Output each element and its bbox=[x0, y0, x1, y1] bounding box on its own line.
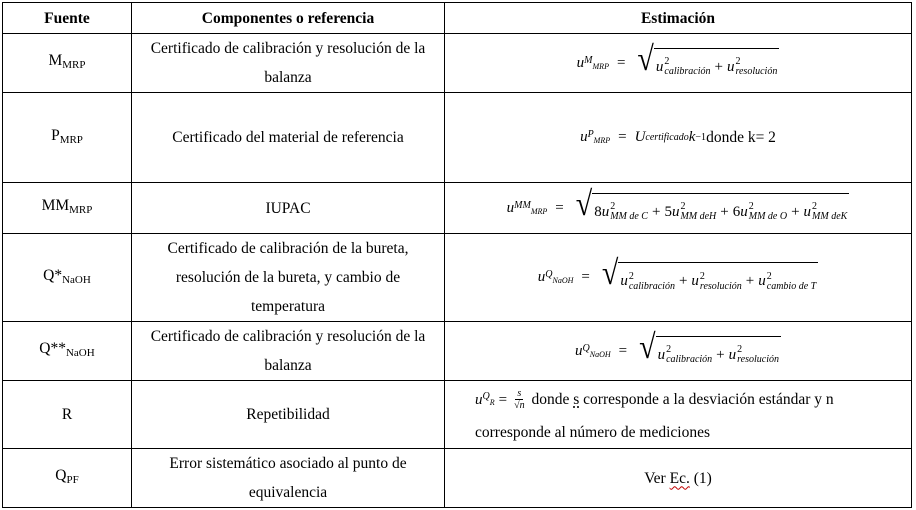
formula: u $MM_{MRP}$ = √ 8 u 2 MM de C + 5 u 2 MM deH + 6 u 2 MM de O + u 2 MM deK bbox=[507, 190, 850, 227]
table-row bbox=[3, 381, 912, 449]
table-row bbox=[3, 234, 912, 322]
header-componentes: Componentes o referencia bbox=[132, 3, 445, 34]
formula: u $Q_{NaOH}$ = √ u 2 calibración + u 2 resolución + u 2 cambio de T bbox=[538, 259, 818, 296]
componentes-cell: Certificado de calibración de la bureta, resolución de la bureta, y cambio de temperatura bbox=[132, 234, 445, 322]
table-row bbox=[3, 34, 912, 93]
table-row bbox=[3, 322, 912, 381]
fraction: $\frac{s}{√n}$ bbox=[514, 388, 525, 411]
table-header-row bbox=[3, 3, 912, 34]
formula: u $M_{MRP}$ = √ u 2 calibración + u 2 resolución bbox=[577, 45, 780, 82]
formula: u $Q_{NaOH}$ = √ u 2 calibración + u 2 resolución bbox=[575, 333, 781, 370]
formula: u $Q_R$ = $\frac{s}{√n}$ bbox=[475, 388, 525, 411]
table-row bbox=[3, 449, 912, 508]
fuente-cell: QPF bbox=[3, 449, 132, 508]
componentes-cell: IUPAC bbox=[132, 183, 445, 234]
header-estimacion: Estimación bbox=[445, 3, 912, 34]
fuente-cell: Q**NaOH bbox=[3, 322, 132, 381]
componentes-cell: Error sistemático asociado al punto de equivalencia bbox=[132, 449, 445, 508]
componentes-cell: Repetibilidad bbox=[132, 381, 445, 449]
estimacion-cell bbox=[445, 322, 912, 381]
fuente-cell: MMMRP bbox=[3, 183, 132, 234]
sqrt: √ u 2 calibración + u 2 resolución + u 2 cambio de T bbox=[602, 259, 818, 296]
componentes-cell: Certificado de calibración y resolución de la balanza bbox=[132, 34, 445, 93]
fuente-cell: R bbox=[3, 381, 132, 449]
fuente-cell: Q*NaOH bbox=[3, 234, 132, 322]
formula: u $P_{MRP}$ = U certificado k −1 donde k= 2 bbox=[580, 129, 776, 146]
estimacion-cell: u $Q_R$ = $\frac{s}{√n}$ donde s corresponde a la desviación estándar y n corresponde al número de mediciones bbox=[445, 381, 912, 449]
estimacion-cell bbox=[445, 234, 912, 322]
sqrt: √ u 2 calibración + u 2 resolución bbox=[639, 333, 781, 370]
estimacion-cell bbox=[445, 93, 912, 183]
componentes-cell: Certificado de calibración y resolución de la balanza bbox=[132, 322, 445, 381]
uncertainty-sources-table bbox=[2, 2, 912, 508]
estimacion-cell bbox=[445, 183, 912, 234]
fuente-cell: $M_{MRP}$ bbox=[3, 34, 132, 93]
equation-reference[interactable]: Ec. bbox=[669, 469, 690, 487]
sqrt: √ u 2 calibración + u 2 resolución bbox=[637, 45, 779, 82]
estimacion-cell: Ver Ec. (1) bbox=[445, 449, 912, 508]
table-row bbox=[3, 183, 912, 234]
sqrt: √ 8 u 2 MM de C + 5 u 2 MM deH + 6 u 2 MM de O + u 2 MM deK bbox=[576, 190, 850, 227]
componentes-cell: Certificado del material de referencia bbox=[132, 93, 445, 183]
table-row bbox=[3, 93, 912, 183]
fuente-cell: PMRP bbox=[3, 93, 132, 183]
estimacion-cell bbox=[445, 34, 912, 93]
header-fuente: Fuente bbox=[3, 3, 132, 34]
